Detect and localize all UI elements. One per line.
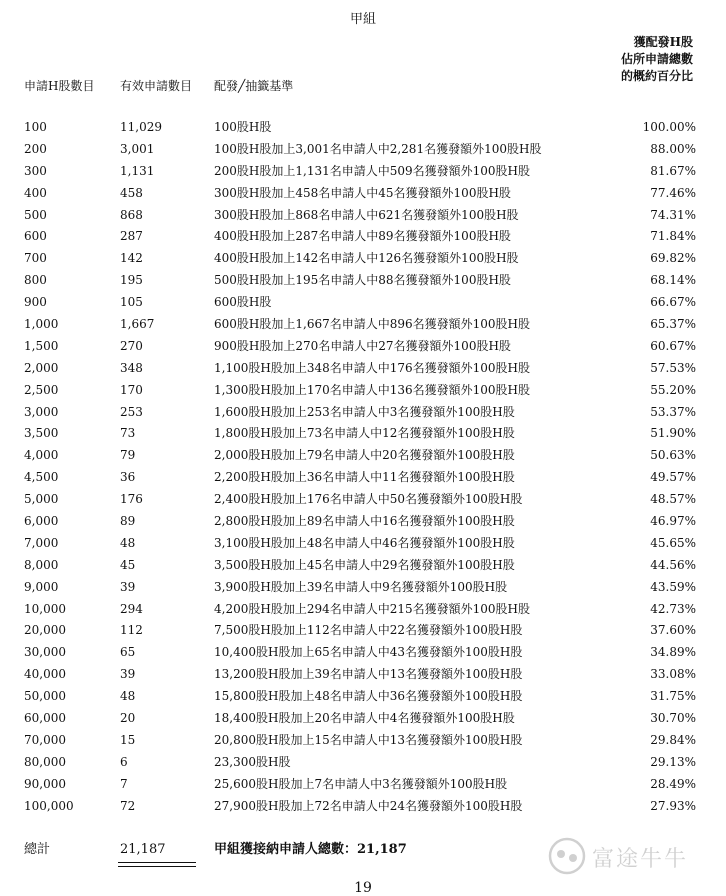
table-row (0, 445, 726, 467)
valid-applications-cell: 1,131 (120, 163, 155, 178)
percentage-cell: 31.75% (650, 689, 696, 704)
valid-applications-cell: 39 (120, 579, 136, 594)
allocation-basis-cell: 10,400股H股加上65名申請人中43名獲發額外100股H股 (214, 645, 523, 660)
total-double-underline (118, 862, 196, 867)
shares-applied-cell: 700 (24, 251, 47, 266)
table-row (0, 336, 726, 358)
table-row (0, 620, 726, 642)
table-row (0, 577, 726, 599)
percentage-cell: 100.00% (642, 120, 696, 134)
allocation-basis-cell: 100股H股 (214, 120, 272, 134)
header-valid-applications: 有效申請數目 (120, 79, 193, 93)
futu-logo-icon (548, 837, 586, 875)
percentage-cell: 49.57% (650, 470, 696, 485)
shares-applied-cell: 1,000 (24, 317, 59, 332)
table-row (0, 664, 726, 686)
allocation-basis-cell: 2,000股H股加上79名申請人中20名獲發額外100股H股 (214, 448, 515, 463)
allocation-basis-cell: 100股H股加上3,001名申請人中2,281名獲發額外100股H股 (214, 141, 542, 156)
allocation-basis-cell: 18,400股H股加上20名申請人中4名獲發額外100股H股 (214, 711, 515, 726)
shares-applied-cell: 7,000 (24, 535, 59, 550)
header-shares-applied: 申請H股數目 (24, 79, 95, 93)
percentage-cell: 29.84% (650, 732, 696, 747)
allocation-basis-cell: 3,900股H股加上39名申請人中9名獲發額外100股H股 (214, 579, 508, 594)
valid-applications-cell: 48 (120, 535, 136, 550)
shares-applied-cell: 50,000 (24, 689, 66, 704)
shares-applied-cell: 70,000 (24, 732, 66, 747)
valid-applications-cell: 170 (120, 382, 143, 397)
shares-applied-cell: 500 (24, 207, 47, 222)
table-row (0, 533, 726, 555)
table-row (0, 270, 726, 292)
valid-applications-cell: 7 (120, 776, 128, 791)
percentage-cell: 50.63% (650, 448, 696, 463)
allocation-basis-cell: 600股H股 (214, 295, 272, 310)
allocation-basis-cell: 200股H股加上1,131名申請人中509名獲發額外100股H股 (214, 163, 530, 178)
allocation-basis-cell: 300股H股加上868名申請人中621名獲發額外100股H股 (214, 207, 519, 222)
valid-applications-cell: 6 (120, 754, 128, 769)
allocation-basis-cell: 2,800股H股加上89名申請人中16名獲發額外100股H股 (214, 514, 515, 529)
shares-applied-cell: 400 (24, 185, 47, 200)
allocation-basis-cell: 600股H股加上1,667名申請人中896名獲發額外100股H股 (214, 317, 530, 332)
allocation-basis-cell: 400股H股加上287名申請人中89名獲發額外100股H股 (214, 229, 511, 244)
valid-applications-cell: 36 (120, 470, 136, 485)
percentage-cell: 88.00% (650, 141, 696, 156)
valid-applications-cell: 73 (120, 426, 136, 441)
valid-applications-cell: 1,667 (120, 317, 155, 332)
percentage-cell: 27.93% (650, 798, 696, 813)
table-row (0, 752, 726, 774)
percentage-cell: 44.56% (650, 557, 696, 572)
table-row (0, 248, 726, 270)
percentage-cell: 60.67% (650, 338, 696, 353)
shares-applied-cell: 1,500 (24, 338, 59, 353)
valid-applications-cell: 89 (120, 514, 136, 529)
allocation-basis-cell: 7,500股H股加上112名申請人中22名獲發額外100股H股 (214, 623, 523, 638)
table-row (0, 730, 726, 752)
shares-applied-cell: 100 (24, 120, 47, 134)
percentage-cell: 57.53% (650, 360, 696, 375)
shares-applied-cell: 900 (24, 295, 47, 310)
valid-applications-cell: 253 (120, 404, 143, 419)
valid-applications-cell: 195 (120, 273, 143, 288)
table-row (0, 161, 726, 183)
shares-applied-cell: 3,500 (24, 426, 59, 441)
shares-applied-cell: 10,000 (24, 601, 66, 616)
shares-applied-cell: 4,500 (24, 470, 59, 485)
table-row (0, 423, 726, 445)
valid-applications-cell: 105 (120, 295, 143, 310)
valid-applications-cell: 294 (120, 601, 143, 616)
table-row (0, 774, 726, 796)
total-label: 總計 (24, 842, 51, 857)
shares-applied-cell: 200 (24, 141, 47, 156)
table-row (0, 642, 726, 664)
percentage-cell: 71.84% (650, 229, 696, 244)
table-row (0, 226, 726, 248)
valid-applications-cell: 72 (120, 798, 136, 813)
valid-applications-cell: 79 (120, 448, 136, 463)
allocation-basis-cell: 1,300股H股加上170名申請人中136名獲發額外100股H股 (214, 382, 530, 397)
percentage-cell: 74.31% (650, 207, 696, 222)
valid-applications-cell: 48 (120, 689, 136, 704)
valid-applications-cell: 458 (120, 185, 143, 200)
percentage-cell: 55.20% (650, 382, 696, 397)
allocation-basis-cell: 13,200股H股加上39名申請人中13名獲發額外100股H股 (214, 667, 523, 682)
shares-applied-cell: 30,000 (24, 645, 66, 660)
shares-applied-cell: 20,000 (24, 623, 66, 638)
shares-applied-cell: 6,000 (24, 514, 59, 529)
valid-applications-cell: 3,001 (120, 141, 155, 156)
allocation-basis-cell: 3,500股H股加上45名申請人中29名獲發額外100股H股 (214, 557, 515, 572)
percentage-cell: 30.70% (650, 711, 696, 726)
header-percentage-line1: 獲配發H股 (633, 35, 693, 49)
percentage-cell: 66.67% (650, 295, 696, 310)
total-accepted-applicants: 甲組獲接納申請人總數：21,187 (214, 842, 407, 857)
valid-applications-cell: 348 (120, 360, 143, 375)
table-row (0, 292, 726, 314)
percentage-cell: 45.65% (650, 535, 696, 550)
table-row (0, 139, 726, 161)
valid-applications-cell: 270 (120, 338, 143, 353)
allocation-basis-cell: 3,100股H股加上48名申請人中46名獲發額外100股H股 (214, 535, 515, 550)
valid-applications-cell: 65 (120, 645, 136, 660)
page-number: 19 (354, 880, 372, 896)
percentage-cell: 69.82% (650, 251, 696, 266)
allocation-basis-cell: 20,800股H股加上15名申請人中13名獲發額外100股H股 (214, 732, 523, 747)
percentage-cell: 65.37% (650, 317, 696, 332)
shares-applied-cell: 40,000 (24, 667, 66, 682)
table-row (0, 183, 726, 205)
percentage-cell: 46.97% (650, 514, 696, 529)
table-row (0, 708, 726, 730)
valid-applications-cell: 39 (120, 667, 136, 682)
table-row (0, 358, 726, 380)
allocation-basis-cell: 1,600股H股加上253名申請人中3名獲發額外100股H股 (214, 404, 515, 419)
allocation-basis-cell: 300股H股加上458名申請人中45名獲發額外100股H股 (214, 185, 511, 200)
header-percentage-line2: 佔所申請總數 (620, 52, 693, 66)
shares-applied-cell: 60,000 (24, 711, 66, 726)
table-row (0, 314, 726, 336)
percentage-cell: 51.90% (650, 426, 696, 441)
percentage-cell: 42.73% (650, 601, 696, 616)
allocation-basis-cell: 2,400股H股加上176名申請人中50名獲發額外100股H股 (214, 492, 523, 507)
valid-applications-cell: 11,029 (120, 120, 162, 134)
header-allocation-basis: 配發╱抽籤基準 (214, 79, 294, 93)
allocation-basis-cell: 23,300股H股 (214, 754, 291, 769)
shares-applied-cell: 90,000 (24, 776, 66, 791)
header-percentage (621, 34, 693, 85)
percentage-cell: 43.59% (650, 579, 696, 594)
shares-applied-cell: 8,000 (24, 557, 59, 572)
allocation-basis-cell: 2,200股H股加上36名申請人中11名獲發額外100股H股 (214, 470, 515, 485)
percentage-cell: 37.60% (650, 623, 696, 638)
table-row (0, 555, 726, 577)
shares-applied-cell: 3,000 (24, 404, 59, 419)
percentage-cell: 81.67% (650, 163, 696, 178)
table-row (0, 511, 726, 533)
percentage-cell: 77.46% (650, 185, 696, 200)
allocation-basis-cell: 27,900股H股加上72名申請人中24名獲發額外100股H股 (214, 798, 523, 813)
percentage-cell: 33.08% (650, 667, 696, 682)
table-row (0, 205, 726, 227)
table-row (0, 686, 726, 708)
valid-applications-cell: 868 (120, 207, 143, 222)
percentage-cell: 28.49% (650, 776, 696, 791)
table-row (0, 117, 726, 139)
table-row (0, 402, 726, 424)
shares-applied-cell: 800 (24, 273, 47, 288)
group-title: 甲組 (349, 12, 376, 27)
shares-applied-cell: 2,000 (24, 360, 59, 375)
percentage-cell: 53.37% (650, 404, 696, 419)
percentage-cell: 29.13% (650, 754, 696, 769)
table-row (0, 489, 726, 511)
valid-applications-cell: 112 (120, 623, 143, 638)
shares-applied-cell: 4,000 (24, 448, 59, 463)
allocation-basis-cell: 1,100股H股加上348名申請人中176名獲發額外100股H股 (214, 360, 530, 375)
valid-applications-cell: 15 (120, 732, 136, 747)
allocation-table (0, 117, 726, 818)
shares-applied-cell: 2,500 (24, 382, 59, 397)
percentage-cell: 48.57% (650, 492, 696, 507)
percentage-cell: 34.89% (650, 645, 696, 660)
shares-applied-cell: 100,000 (24, 798, 74, 813)
shares-applied-cell: 5,000 (24, 492, 59, 507)
allocation-basis-cell: 1,800股H股加上73名申請人中12名獲發額外100股H股 (214, 426, 515, 441)
valid-applications-cell: 176 (120, 492, 143, 507)
allocation-basis-cell: 500股H股加上195名申請人中88名獲發額外100股H股 (214, 273, 511, 288)
allocation-basis-cell: 25,600股H股加上7名申請人中3名獲發額外100股H股 (214, 776, 508, 791)
table-row (0, 380, 726, 402)
header-percentage-line3: 的概約百分比 (620, 69, 693, 83)
allocation-basis-cell: 15,800股H股加上48名申請人中36名獲發額外100股H股 (214, 689, 523, 704)
table-row (0, 467, 726, 489)
allocation-basis-cell: 900股H股加上270名申請人中27名獲發額外100股H股 (214, 338, 511, 353)
percentage-cell: 68.14% (650, 273, 696, 288)
shares-applied-cell: 9,000 (24, 579, 59, 594)
watermark-text: 富途牛牛 (592, 847, 689, 872)
shares-applied-cell: 600 (24, 229, 47, 244)
allocation-basis-cell: 400股H股加上142名申請人中126名獲發額外100股H股 (214, 251, 519, 266)
valid-applications-cell: 287 (120, 229, 143, 244)
table-row (0, 599, 726, 621)
allocation-basis-cell: 4,200股H股加上294名申請人中215名獲發額外100股H股 (214, 601, 530, 616)
table-row (0, 796, 726, 818)
shares-applied-cell: 300 (24, 163, 47, 178)
watermark (548, 836, 718, 876)
valid-applications-cell: 20 (120, 711, 136, 726)
valid-applications-cell: 142 (120, 251, 143, 266)
total-value: 21,187 (120, 842, 166, 857)
valid-applications-cell: 45 (120, 557, 136, 572)
shares-applied-cell: 80,000 (24, 754, 66, 769)
